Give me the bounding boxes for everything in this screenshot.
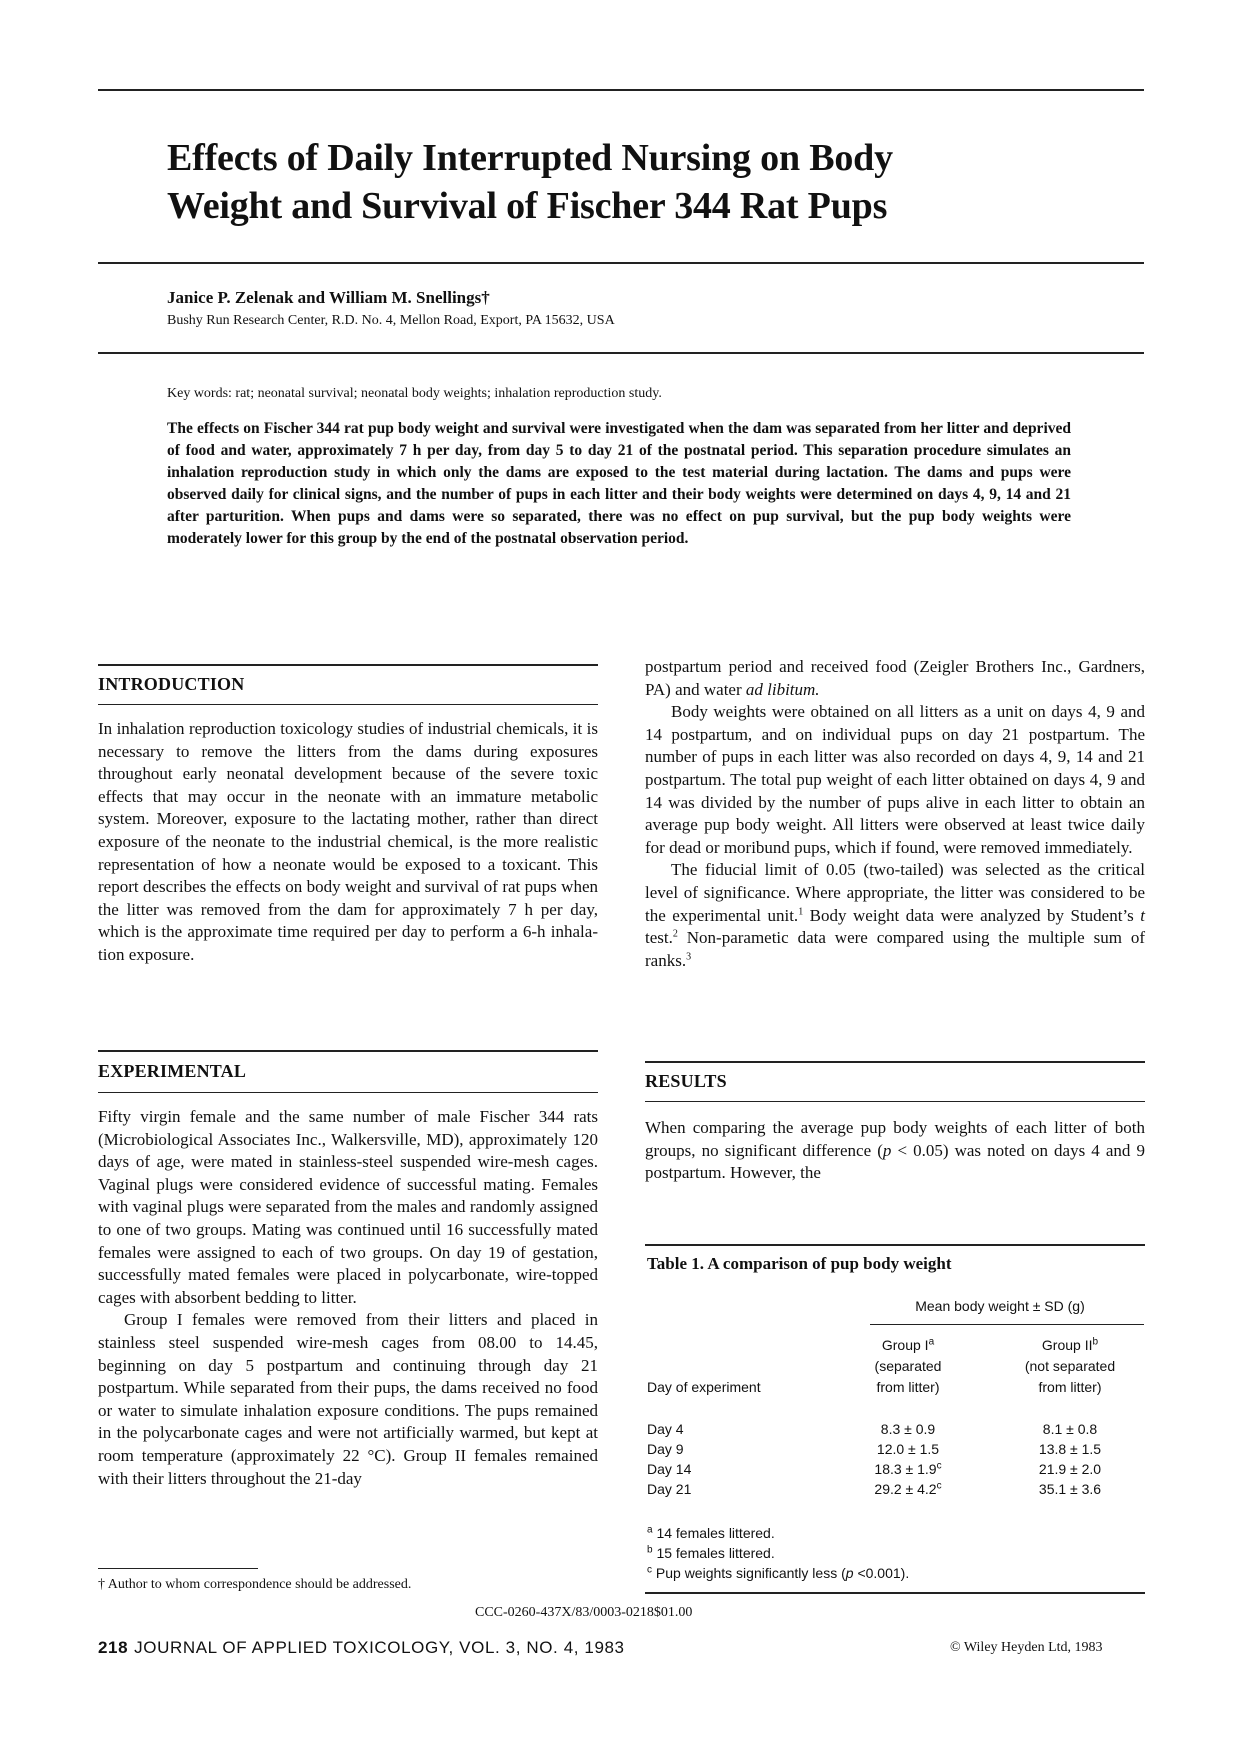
methods-p3-text-d: Non-parametic data were compared using the multiple sum of ranks. — [645, 928, 1145, 970]
group2-footnote-mark: b — [1092, 1336, 1099, 1348]
table-spanner-rule — [870, 1324, 1144, 1325]
table-row — [647, 1481, 691, 1497]
table-title: Table 1. A comparison of pup body weight — [647, 1254, 952, 1273]
experimental-heading: EXPERIMENTAL — [98, 1061, 247, 1081]
introduction-paragraph: In inhalation reproduction toxicology studies of industrial chemicals, it is necessary to remove the litters from the dams during exposures throughout early neonatal development because of the severe toxic effects that may occur in the neonate with an immature metabolic system. Moreover, exposure to the lactating mother, rather than direct exposure of the neonate to the industrial chemical, is the more realistic representation of how a neonate would be exposed to a toxicant. This report describes the effects on body weight and survival of rat pups when the litter was removed from the dam for approximately 7 h per day, which is the approximate time required per day to perform a 6-h inhalation exposure. — [98, 719, 598, 964]
row-group2-value: 8.1 ± 0.8 — [1042, 1421, 1098, 1437]
row-day: Day 4 — [647, 1421, 684, 1437]
title-line-2: Weight and Survival of Fischer 344 Rat Pups — [167, 185, 888, 227]
author-rule — [98, 352, 1144, 354]
top-rule — [98, 89, 1144, 91]
article-title — [167, 134, 1067, 230]
row-group1-text: 12.0 ± 1.5 — [876, 1441, 940, 1457]
reference-1: 1 — [798, 905, 804, 917]
footnote-c-text-a: Pup weights significantly less ( — [655, 1565, 846, 1581]
copyright: © Wiley Heyden Ltd, 1983 — [950, 1640, 1103, 1655]
group1-header-line1 — [860, 1337, 956, 1353]
journal-name: JOURNAL OF APPLIED TOXICOLOGY, VOL. 3, NO. 4, 1983 — [134, 1638, 625, 1657]
experimental-rule-bottom — [98, 1092, 598, 1093]
experimental-paragraph-2: Group I females were removed from their litters and placed in stainless steel suspended wire-mesh cages from 08.00 to 14.45, beginning on day 5 postpartum and continuing through day 21 postpartum. While separated from their pups, the dams received no food or water to simulate inhalation exposure conditions. The pups remained in the polycarbonate cages and were not artificially warmed, but kept at room temperature (approximately 22 °C). Group II females remained with their litters throughout the 21-day — [98, 1310, 598, 1488]
authors: Janice P. Zelenak and William M. Snellings† — [167, 288, 490, 307]
row-group1-text: 18.3 ± 1.9 — [874, 1461, 937, 1477]
results-text-a: When comparing the average pup body weights of each litter of both groups, no significant difference ( — [645, 1118, 1145, 1160]
row-group1-text: 8.3 ± 0.9 — [880, 1421, 936, 1437]
ccc-code: CCC-0260-437X/83/0003-0218$01.00 — [475, 1605, 693, 1620]
day-column-header: Day of experiment — [647, 1379, 761, 1395]
group2-header-line1 — [1020, 1337, 1120, 1353]
page-number: 218 — [98, 1638, 129, 1657]
row-group1-value — [860, 1441, 956, 1457]
experimental-column — [98, 1106, 598, 1490]
introduction-column — [98, 718, 598, 967]
title-line-1: Effects of Daily Interrupted Nursing on Body — [167, 137, 893, 179]
row-group1-value — [860, 1461, 956, 1477]
group1-footnote-mark: a — [928, 1336, 935, 1348]
table-rule-bottom — [645, 1592, 1145, 1594]
table-row — [647, 1441, 684, 1457]
results-text-b: < 0.05) was noted on days 4 and 9 postpartum. However, the — [645, 1140, 1145, 1183]
group1-header-line2: (separated — [874, 1358, 942, 1374]
experimental-rule-top — [98, 1050, 598, 1052]
methods-paragraph-2: Body weights were obtained on all litters as a unit on days 4, 9 and 14 postpartum, and on individual pups on day 21 postpartum. The number of pups in each litter was also recorded on days 4, 9, 14 and 21 postpartum. The total pup weight of each litter obtained on days 4, 9 and 14 was divided by the number of pups alive in each litter to obtain an average pup body weight. All litters were observed at least twice daily for dead or moribund pups, which if found, were removed immediately. — [645, 702, 1145, 857]
running-footer — [98, 1638, 625, 1658]
p-symbol: p — [882, 1140, 892, 1160]
results-paragraph — [645, 1117, 1145, 1185]
ad-libitum: ad libitum. — [745, 679, 820, 699]
row-group1-mark: c — [936, 1460, 942, 1472]
table-row — [647, 1421, 684, 1437]
t-symbol: t — [1140, 905, 1145, 925]
table-row — [647, 1461, 691, 1477]
methods-paragraph-3 — [645, 859, 1145, 972]
footnote-b-text: 15 females littered. — [656, 1545, 775, 1561]
experimental-paragraph-1: Fifty virgin female and the same number of male Fischer 344 rats (Microbiological Associates Inc., Walkersville, MD), approximately 120 days of age, were mated in stainless-steel suspended wire-mesh cages. Vaginal plugs were considered evidence of successful mating. Females with vaginal plugs were separated from the males and randomly assigned to one of two groups. Mating was continued until 16 successfully mated females were assigned to each of two groups. On day 19 of gestation, successfully mated females were placed in polycarbonate, wire-topped cages with absorbent bedding to litter. — [98, 1107, 598, 1307]
table-footnote-b — [647, 1545, 775, 1561]
methods-p3-text-a: The fiducial limit of 0.05 (two-tailed) was selected as the critical level of significance. Where appropriate, the litter was considered to be the experimental unit. — [645, 860, 1145, 925]
introduction-heading: INTRODUCTION — [98, 674, 245, 694]
results-rule-bottom — [645, 1101, 1145, 1102]
row-day: Day 21 — [647, 1481, 692, 1497]
intro-rule-top — [98, 664, 598, 666]
results-column — [645, 1117, 1145, 1185]
table-footnote-a — [647, 1525, 775, 1541]
abstract: The effects on Fischer 344 rat pup body weight and survival were investigated when the dam was separated from her litter and deprived of food and water, approximately 7 h per day, from day 5 to day 21 of the postnatal period. This separation procedure simulates an inhalation reproduction study in which only the dams are exposed to the test material during lactation. The dams and pups were observed daily for clinical signs, and the number of pups in each litter and their body weights were determined on days 4, 9, 14 and 21 after parturition. When pups and dams were so separated, there was no effect on pup survival, but the pup body weights were moderately lower for this group by the end of the postnatal observation period. — [167, 420, 1071, 547]
intro-rule-bottom — [98, 704, 598, 705]
row-group2-value: 13.8 ± 1.5 — [1038, 1441, 1102, 1457]
methods-p1-text: postpartum period and received food (Zeigler Brothers Inc., Gardners, PA) and water — [645, 657, 1145, 699]
affiliation: Bushy Run Research Center, R.D. No. 4, Mellon Road, Export, PA 15632, USA — [167, 313, 615, 328]
methods-paragraph-1 — [645, 656, 1145, 701]
row-group1-value — [860, 1481, 956, 1497]
author-footnote: † Author to whom correspondence should be addressed. — [98, 1577, 412, 1592]
title-rule — [98, 262, 1144, 264]
table-rule-top — [645, 1244, 1145, 1246]
footnote-b-mark: b — [647, 1544, 653, 1556]
methods-p3-text-c: test. — [645, 928, 673, 948]
methods-continued-column — [645, 656, 1145, 972]
row-group1-mark: c — [936, 1480, 942, 1492]
row-day: Day 9 — [647, 1441, 684, 1457]
keywords: Key words: rat; neonatal survival; neonatal body weights; inhalation reproduction study. — [167, 386, 662, 401]
footnote-a-mark: a — [647, 1524, 653, 1536]
group1-header-line3: from litter) — [876, 1379, 940, 1395]
row-group2-value: 35.1 ± 3.6 — [1038, 1481, 1102, 1497]
group2-header-line2: (not separated — [1024, 1358, 1116, 1374]
reference-3: 3 — [686, 951, 692, 963]
footnote-c-text-b: <0.001). — [853, 1565, 910, 1581]
footnote-a-text: 14 females littered. — [656, 1525, 775, 1541]
row-day: Day 14 — [647, 1461, 692, 1477]
reference-2: 2 — [672, 928, 678, 940]
group2-label: Group II — [1041, 1337, 1093, 1353]
results-rule-top — [645, 1061, 1145, 1063]
results-heading: RESULTS — [645, 1071, 727, 1091]
table-footnote-c — [647, 1565, 909, 1581]
footnote-c-mark: c — [647, 1564, 652, 1576]
footnote-c-p: p — [845, 1565, 854, 1581]
row-group2-value: 21.9 ± 2.0 — [1038, 1461, 1102, 1477]
table-spanner: Mean body weight ± SD (g) — [915, 1298, 1085, 1314]
methods-p3-text-b: Body weight data were analyzed by Student’s — [803, 905, 1141, 925]
footnote-rule — [98, 1568, 258, 1569]
row-group1-text: 29.2 ± 4.2 — [874, 1481, 937, 1497]
group2-header-line3: from litter) — [1038, 1379, 1102, 1395]
row-group1-value — [860, 1421, 956, 1437]
group1-label: Group I — [881, 1337, 929, 1353]
